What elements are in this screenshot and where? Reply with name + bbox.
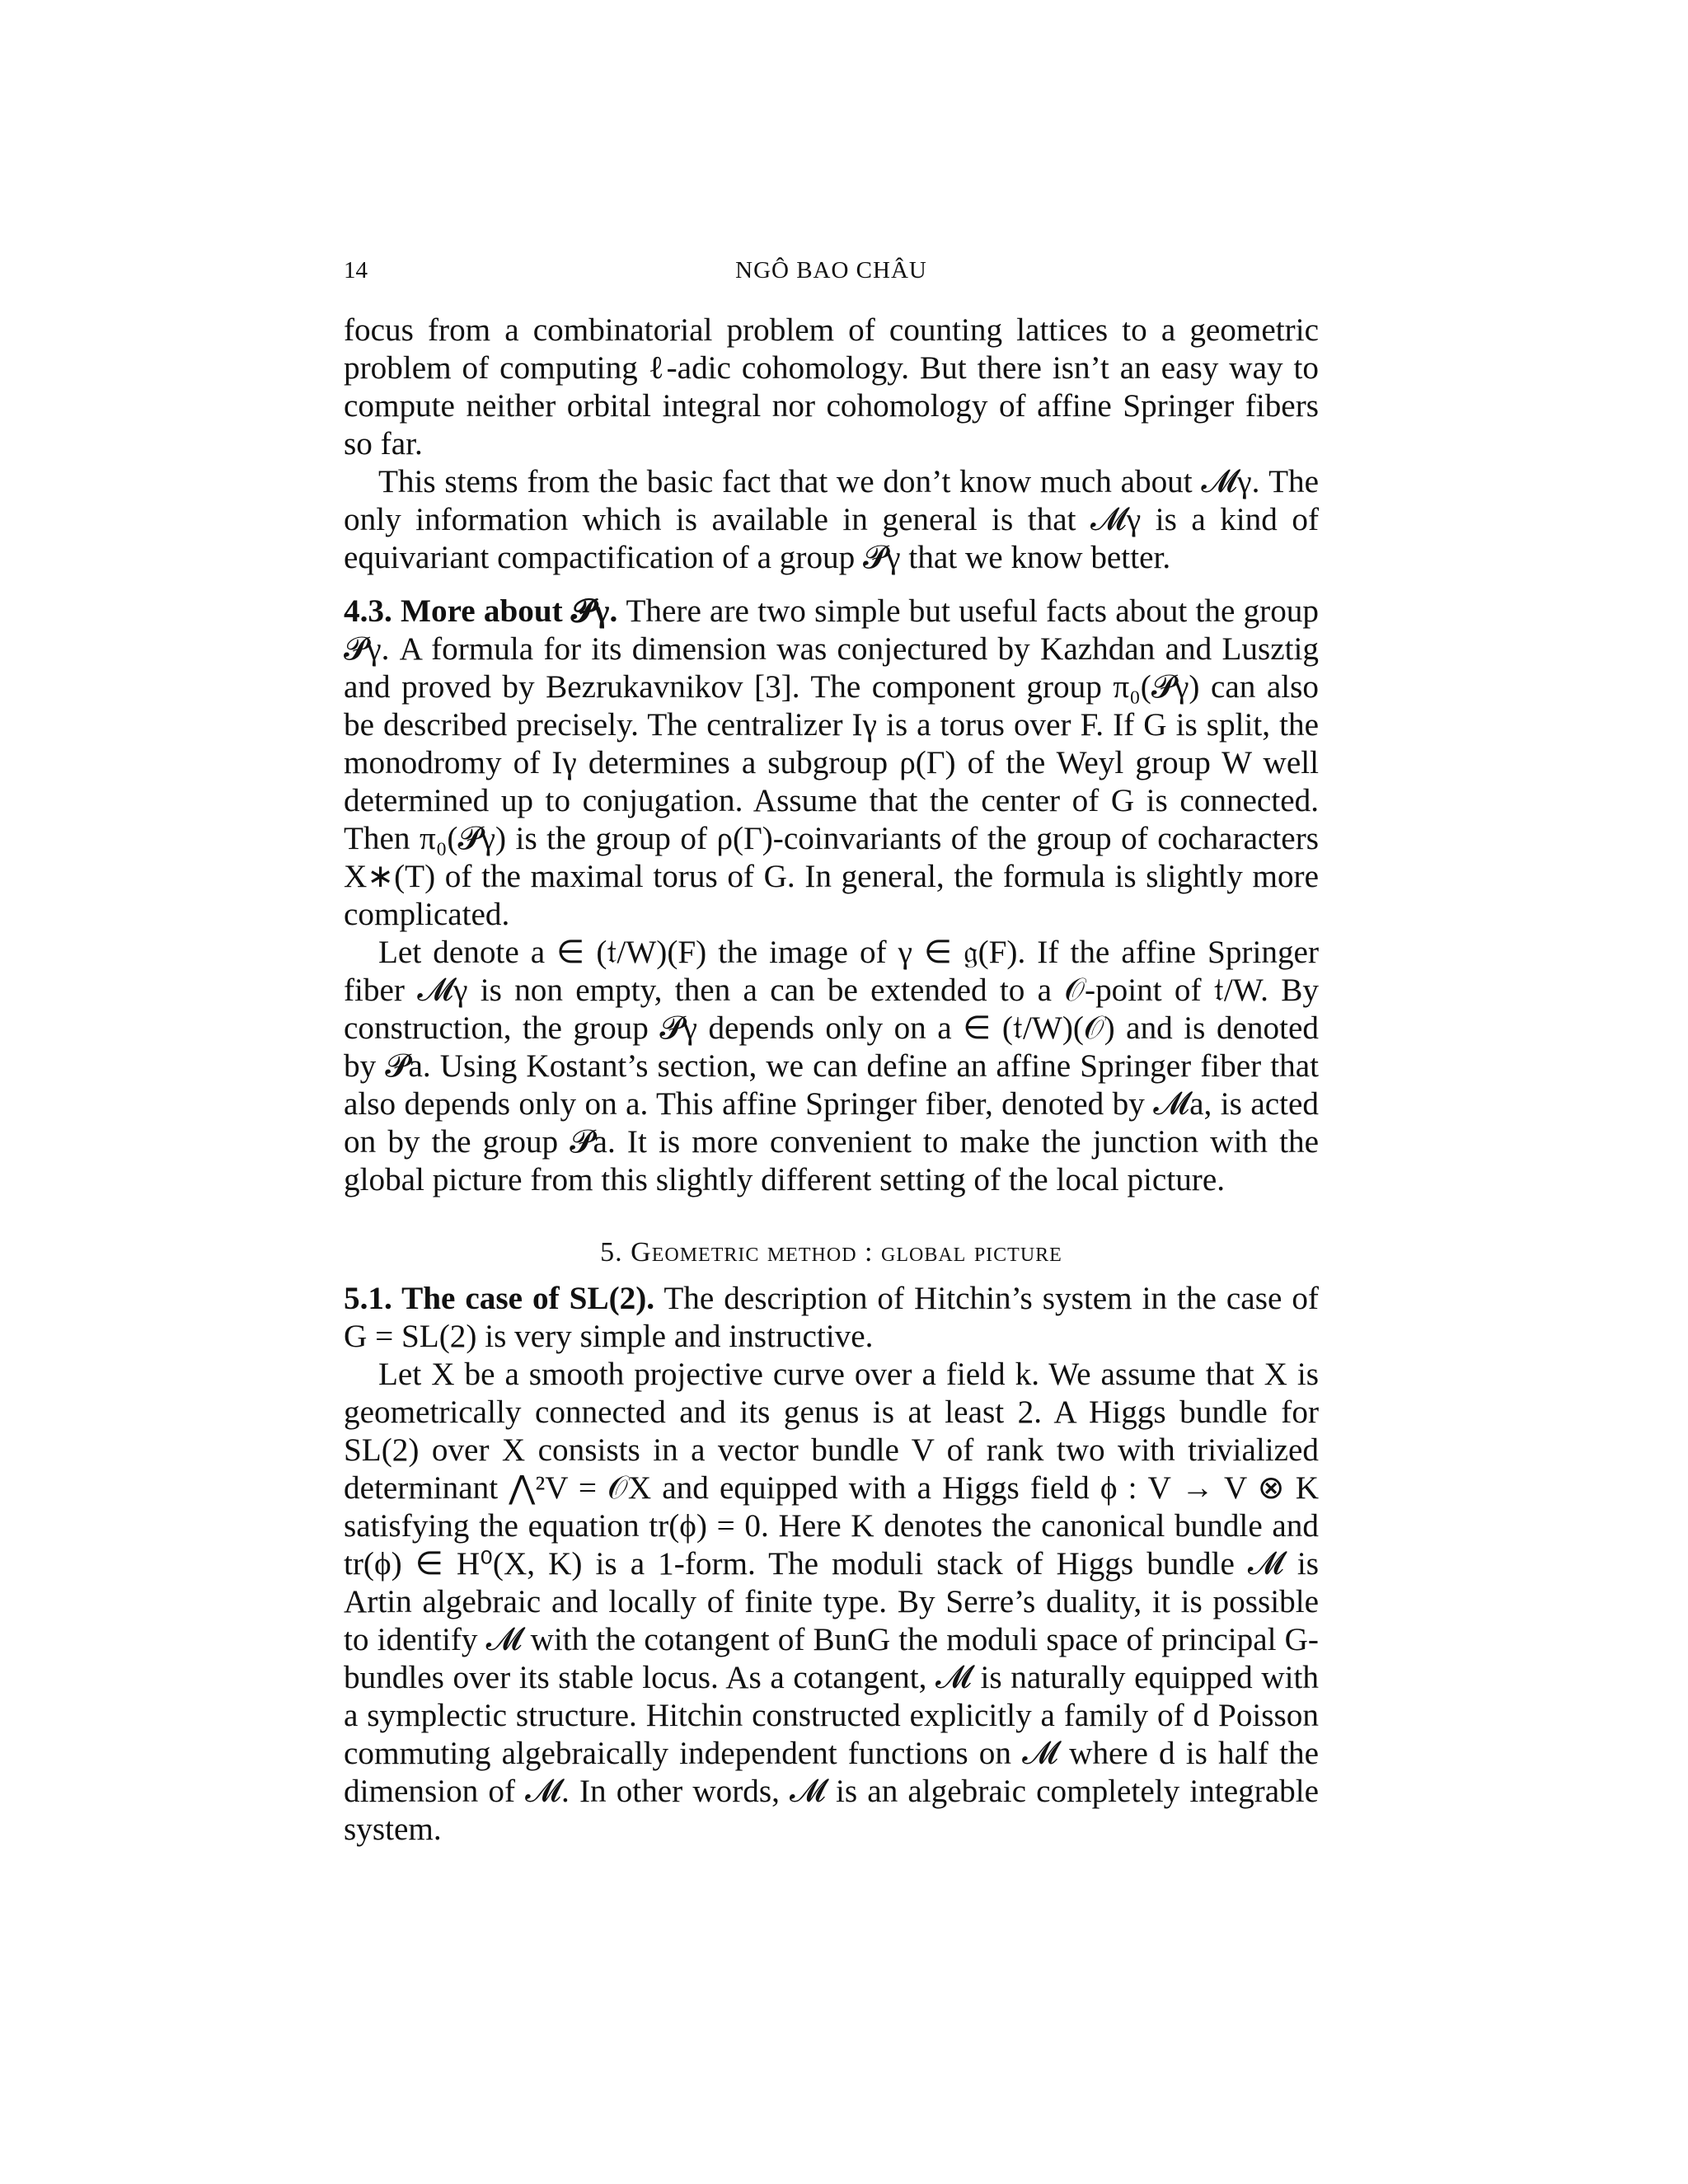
text-block (344, 312, 1319, 1849)
paragraph-higgs-bundle: Let X be a smooth projective curve over a field k. We assume that X is geometrically connected and its genus is at least 2. A Higgs bundle for SL(2) over X consists in a vector bundle V of rank two with trivialized determinant ⋀²V = 𝒪X and equipped with a Higgs field ϕ : V → V ⊗ K satisfying the equation tr(ϕ) = 0. Here K denotes the canonical bundle and tr(ϕ) ∈ H⁰(X, K) is a 1-form. The moduli stack of Higgs bundle 𝓜 is Artin algebraic and locally of finite type. By Serre’s duality, it is possible to identify 𝓜 with the cotangent of BunG the moduli space of principal G-bundles over its stable locus. As a cotangent, 𝓜 is naturally equipped with a symplectic structure. Hitchin constructed explicitly a family of d Poisson commuting algebraically independent functions on 𝓜 where d is half the dimension of 𝓜. In other words, 𝓜 is an algebraic completely integrable system. (344, 1357, 1319, 1847)
paragraph-affine-springer: Let denote a ∈ (𝔱/W)(F) the image of γ ∈ 𝔤(F). If the affine Springer fiber 𝓜γ is non empty, then a can be extended to a 𝒪-point of 𝔱/W. By construction, the group 𝓟γ depends only on a ∈ (𝔱/W)(𝒪) and is denoted by 𝓟a. Using Kostant’s section, we can define an affine Springer fiber that also depends only on a. This affine Springer fiber, denoted by 𝓜a, is acted on by the group 𝓟a. It is more convenient to make the junction with the global picture from this slightly different setting of the local picture. (344, 935, 1319, 1197)
subsection-5-1 (344, 1280, 1319, 1356)
subsection-heading-4-3: 4.3. More about 𝓟γ. (344, 593, 618, 629)
subsection-text-5-1: The description of Hitchin’s system in the case of G = SL(2) is very simple and instructive. (344, 1281, 1319, 1354)
page-header (344, 257, 1319, 293)
section-title-5: 5. Geometric method : global picture (600, 1237, 1062, 1268)
subsection-heading-5-1: 5.1. The case of SL(2). (344, 1281, 655, 1316)
paragraph-lattice-problem: focus from a combinatorial problem of counting lattices to a geometric problem of computing ℓ-adic cohomology. But there isn’t an easy way to compute neither orbital integral nor cohomology of affine Springer fibers so far. (344, 312, 1319, 462)
subsection-4-3 (344, 593, 1319, 934)
page-number: 14 (344, 257, 368, 284)
running-head: NGÔ BAO CHÂU (735, 257, 927, 284)
paragraph-basic-fact: This stems from the basic fact that we don’t know much about 𝓜γ. The only information which is available in general is that 𝓜γ is a kind of equivariant compactification of a group 𝓟γ that we know better. (344, 464, 1319, 575)
subsection-text-4-3: There are two simple but useful facts about the group 𝓟γ. A formula for its dimension was conjectured by Kazhdan and Lusztig and proved by Bezrukavnikov [3]. The component group π₀(𝓟γ) can also be described precisely. The centralizer Iγ is a torus over F. If G is split, the monodromy of Iγ determines a subgroup ρ(Γ) of the Weyl group W well determined up to conjugation. Assume that the center of G is connected. Then π₀(𝓟γ) is the group of ρ(Γ)-coinvariants of the group of cocharacters X∗(T) of the maximal torus of G. In general, the formula is slightly more complicated. (344, 593, 1319, 932)
